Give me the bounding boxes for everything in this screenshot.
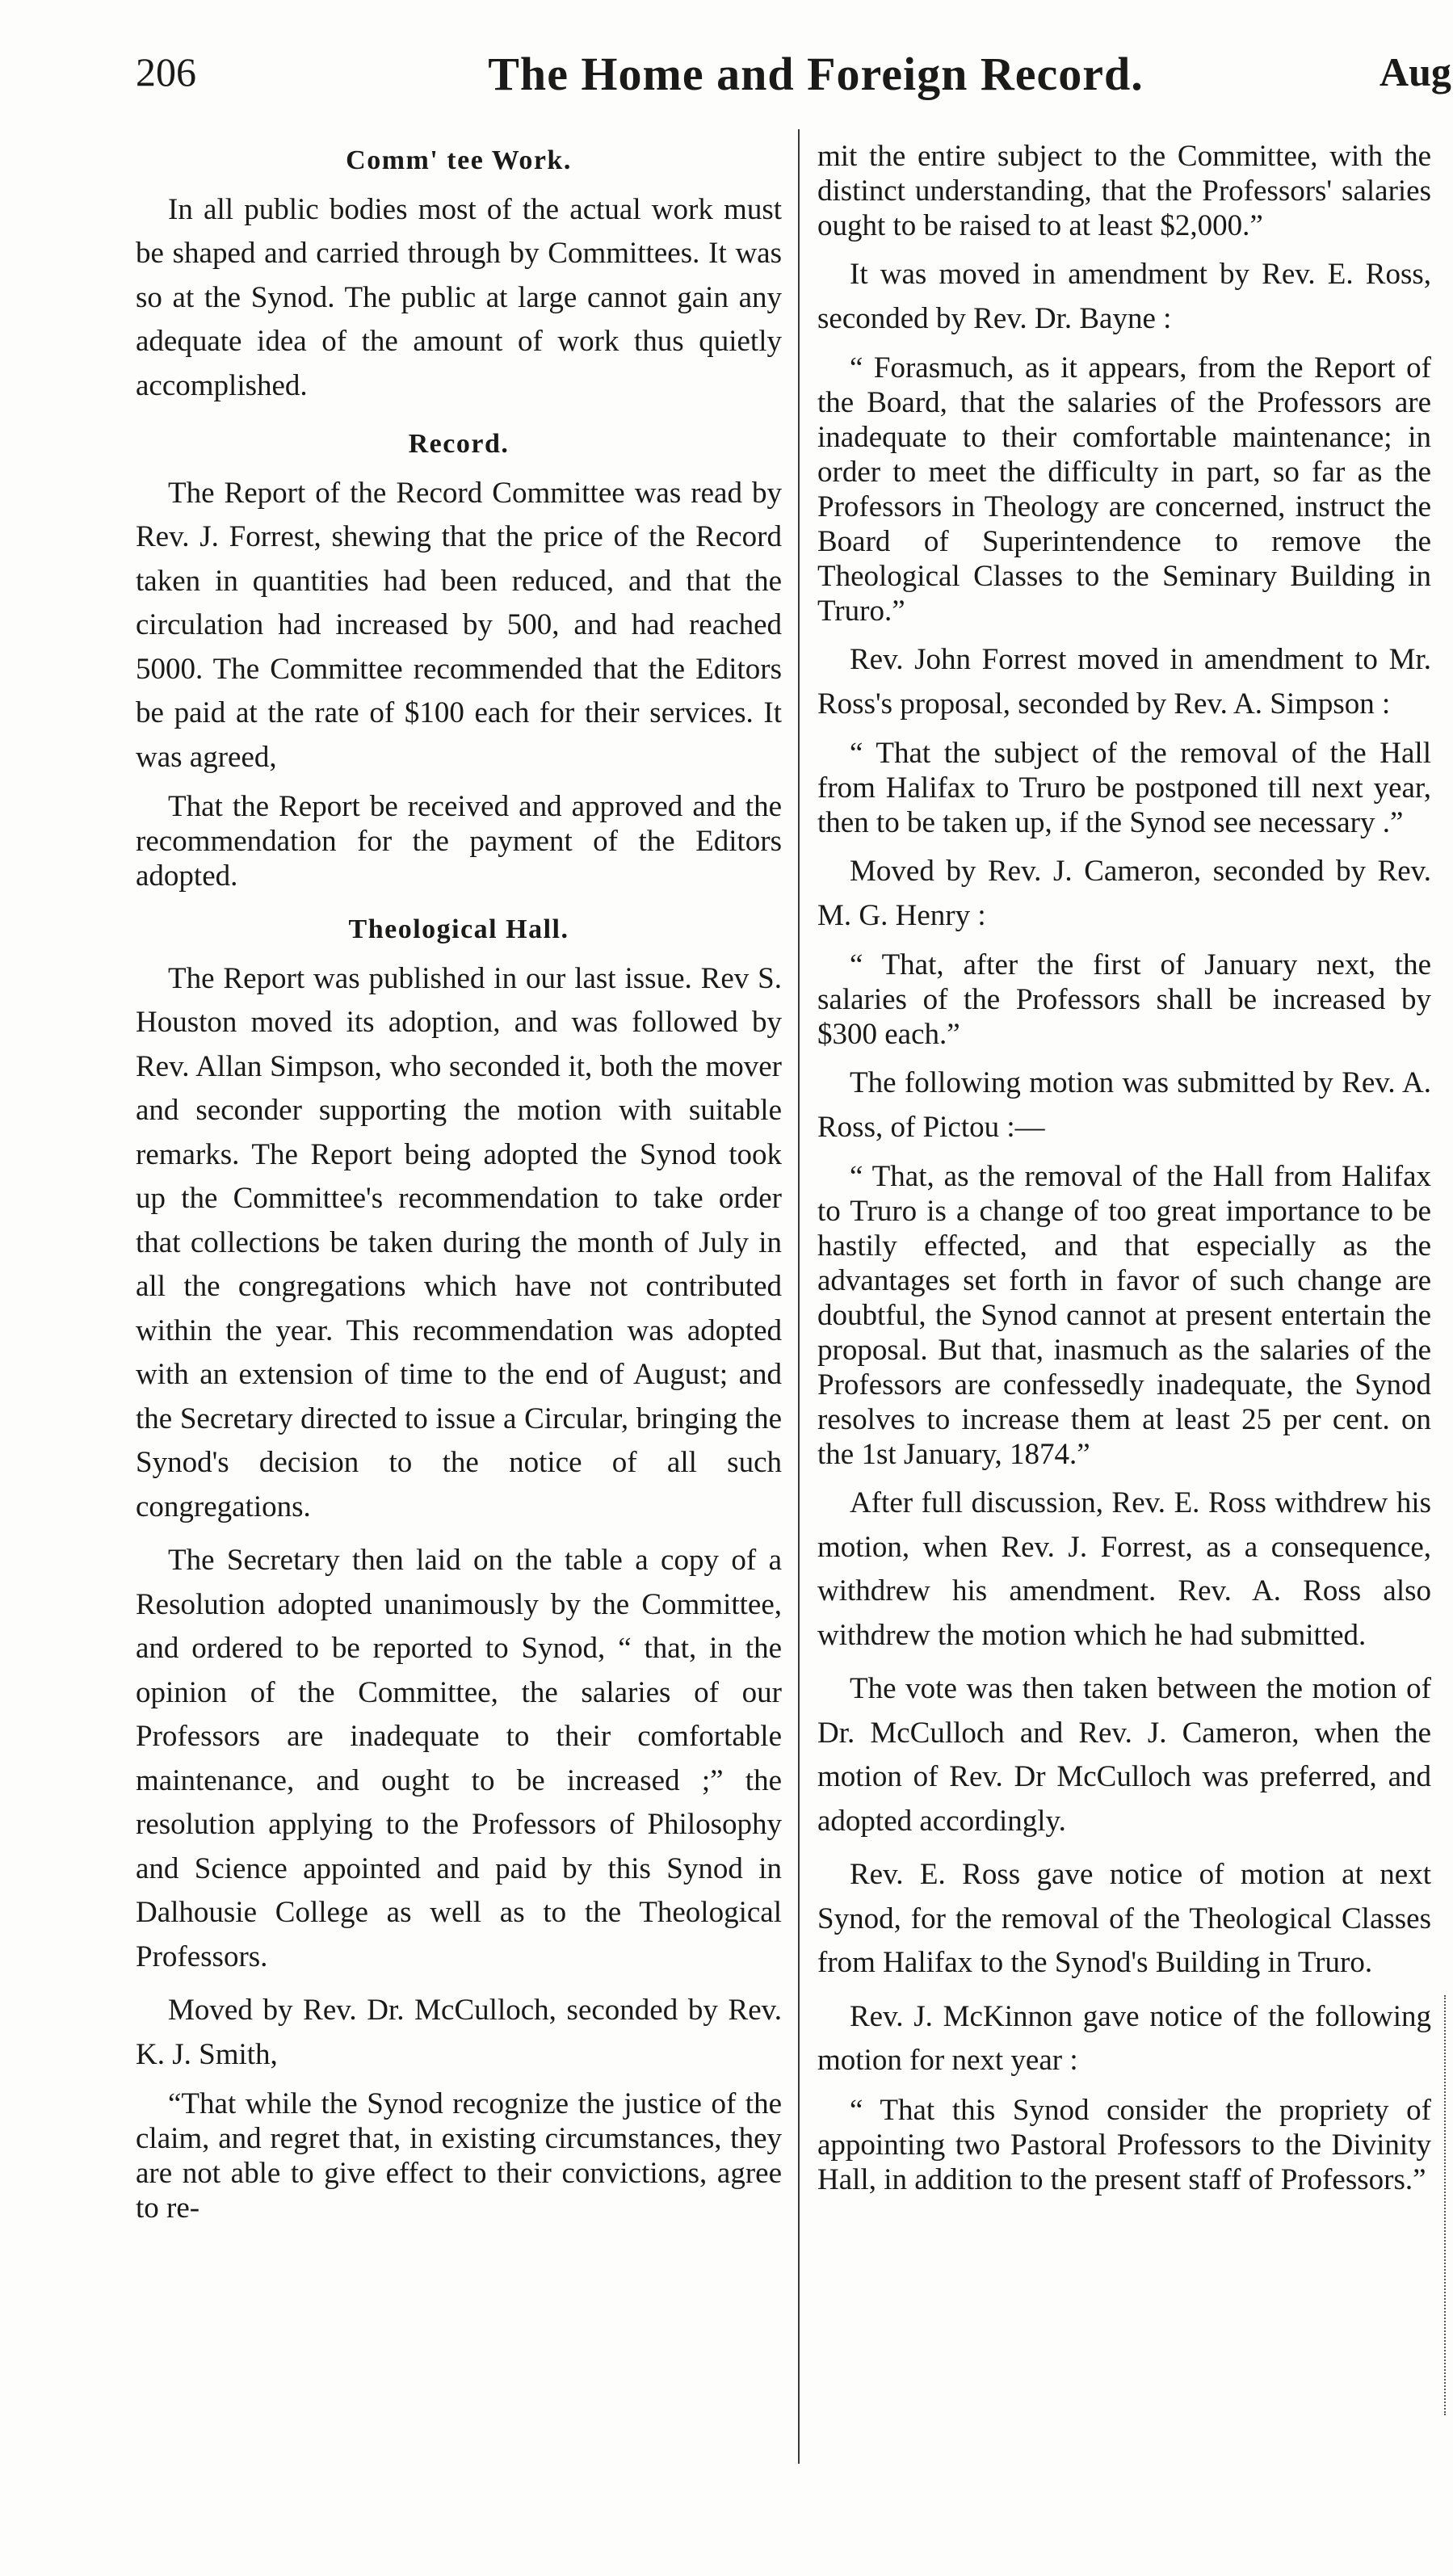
paragraph: The following motion was submitted by Rev. A. Ross, of Pictou :— <box>817 1066 1431 1144</box>
paragraph: Moved by Rev. J. Cameron, seconded by Rev. M. G. Henry : <box>817 855 1431 932</box>
paragraph: Rev. J. McKinnon gave notice of the following motion for next year : <box>817 1999 1431 2077</box>
quoted-motion: “ Forasmuch, as it appears, from the Report of the Board, that the salaries of the Professors are inadequate to their comfortable maintenance; in order to meet the difficulty in part, so far as the Professors in Theology are concerned, instruct the Board of Superintendence to remove the Theological Classes to the Seminary Building in Truro.” <box>817 351 1431 628</box>
running-month: Aug <box>1380 49 1451 95</box>
paragraph: The Secretary then laid on the table a copy of a Resolution adopted unanimously by the Committee, and ordered to be reported to Synod, “ that, in the opinion of the Committee, the salaries of our Professors are inadequate to their comfortable maintenance, and ought to be increased ;” the resolution applying to the Professors of Philosophy and Science appointed and paid by this Synod in Dalhousie College as well as to the Theological Professors. <box>136 1544 782 1973</box>
running-title: The Home and Foreign Record. <box>488 48 1144 100</box>
section-heading-committee-work: Comm' tee Work. <box>346 145 572 175</box>
left-column <box>136 139 782 2235</box>
section-heading-record: Record. <box>408 429 510 459</box>
paragraph: The Report of the Record Committee was read by Rev. J. Forrest, shewing that the price of the Record taken in quantities had been reduced, and that the circulation had increased by 500, and had reached 5000. The Committee recommended that the Editors be paid at the rate of $100 each for their services. It was agreed, <box>136 476 782 774</box>
section-heading-theological-hall: Theological Hall. <box>348 914 569 944</box>
page-number: 206 <box>136 49 196 95</box>
right-column <box>817 139 1431 2207</box>
quoted-motion: “ That this Synod consider the propriety of appointing two Pastoral Professors to the Divinity Hall, in addition to the present staff of Professors.” <box>817 2093 1431 2196</box>
paragraph: After full discussion, Rev. E. Ross withdrew his motion, when Rev. J. Forrest, as a consequence, withdrew his amendment. Rev. A. Ross also withdrew the motion which he had submitted. <box>817 1486 1431 1652</box>
page-edge-dots <box>1444 1995 1447 2415</box>
quoted-motion: “ That the subject of the removal of the Hall from Halifax to Truro be postponed till next year, then to be taken up, if the Synod see necessary .” <box>817 737 1431 839</box>
page-header <box>0 48 1453 121</box>
paragraph: That the Report be received and approved and the recommendation for the payment of the Editors adopted. <box>136 790 782 893</box>
quoted-motion: “ That, after the first of January next, the salaries of the Professors shall be increased by $300 each.” <box>817 948 1431 1051</box>
paragraph: Moved by Rev. Dr. McCulloch, seconded by Rev. K. J. Smith, <box>136 1994 782 2071</box>
paragraph: It was moved in amendment by Rev. E. Ross, seconded by Rev. Dr. Bayne : <box>817 258 1431 335</box>
quoted-motion: “That while the Synod recognize the justice of the claim, and regret that, in existing circumstances, they are not able to give effect to their convictions, agree to re- <box>136 2087 782 2225</box>
paragraph: The Report was published in our last issue. Rev S. Houston moved its adoption, and was followed by Rev. Allan Simpson, who seconded it, both the mover and seconder supporting the motion with suitable remarks. The Report being adopted the Synod took up the Committee's recommendation to take order that collections be taken during the month of July in all the congregations which have not contributed within the year. This recommendation was adopted with an extension of time to the end of August; and the Secretary directed to issue a Circular, bringing the Synod's decision to the notice of all such congregations. <box>136 961 782 1523</box>
paragraph: mit the entire subject to the Committee, with the distinct understanding, that the Professors' salaries ought to be raised to at least $2,000.” <box>817 140 1431 242</box>
quoted-motion: “ That, as the removal of the Hall from Halifax to Truro is a change of too great importance to be hastily effected, and that especially as the advantages set forth in favor of such change are doubtful, the Synod cannot at present entertain the proposal. But that, inasmuch as the salaries of the Professors are confessedly inadequate, the Synod resolves to increase them at least 25 per cent. on the 1st January, 1874.” <box>817 1160 1431 1471</box>
paragraph: Rev. E. Ross gave notice of motion at next Synod, for the removal of the Theological Classes from Halifax to the Synod's Building in Truro. <box>817 1858 1431 1979</box>
paragraph: In all public bodies most of the actual work must be shaped and carried through by Committees. It was so at the Synod. The public at large cannot gain any adequate idea of the amount of work thus quietly accomplished. <box>136 192 782 402</box>
paragraph: Rev. John Forrest moved in amendment to Mr. Ross's proposal, seconded by Rev. A. Simpson : <box>817 643 1431 721</box>
column-divider <box>798 129 800 2464</box>
paragraph: The vote was then taken between the motion of Dr. McCulloch and Rev. J. Cameron, when the motion of Rev. Dr McCulloch was preferred, and adopted accordingly. <box>817 1672 1431 1838</box>
